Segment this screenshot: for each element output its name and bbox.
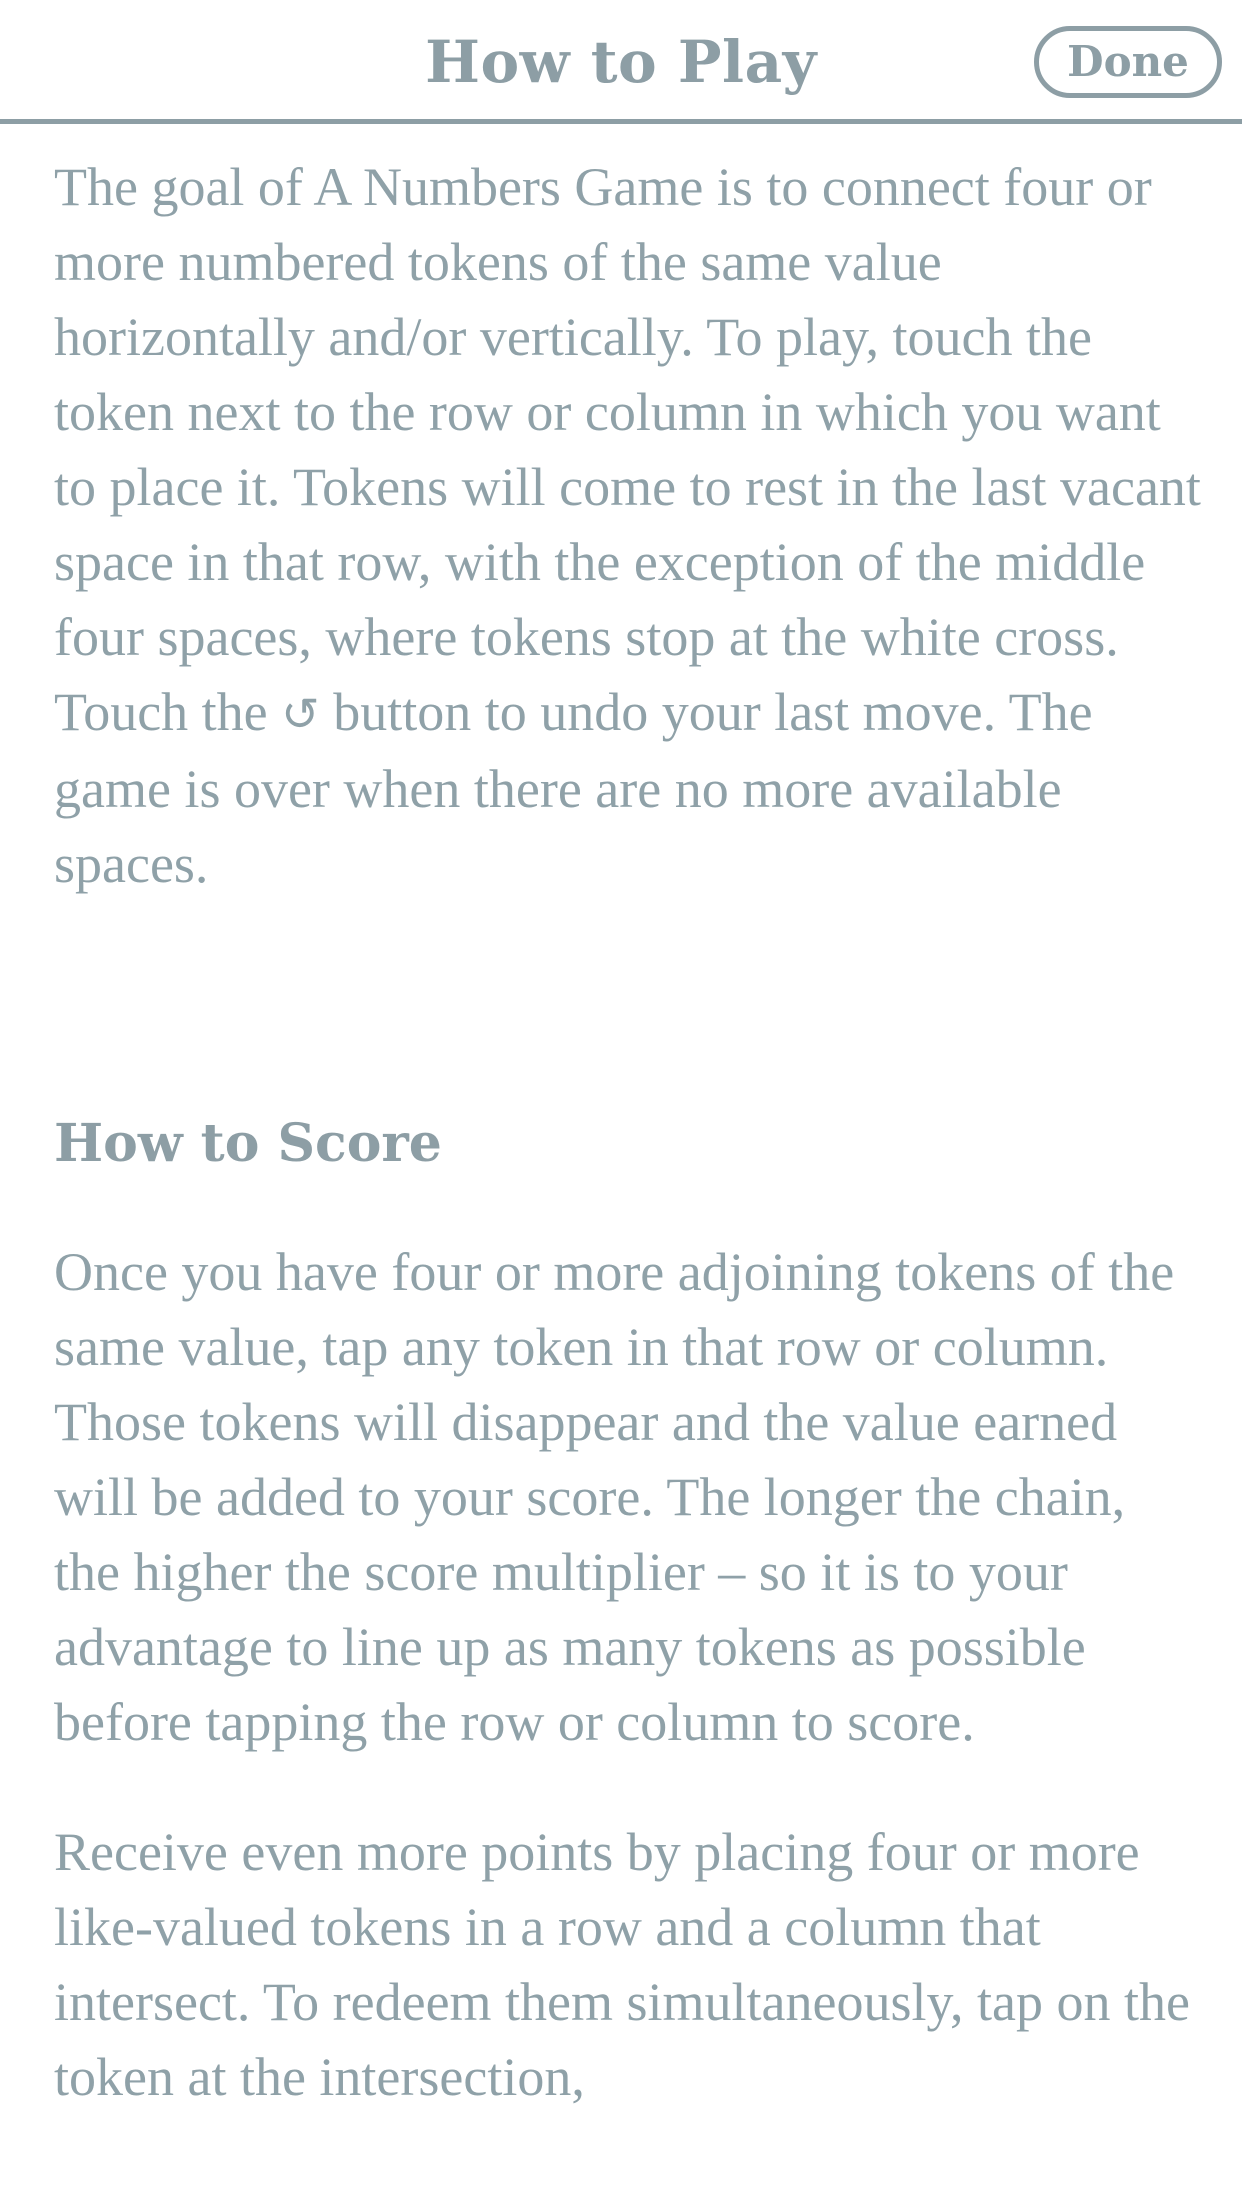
- undo-icon: ↺: [281, 687, 320, 741]
- how-to-score-paragraph-2: Receive even more points by placing four or more like-valued tokens in a row and a column that intersect. To redeem them simultaneously, tap on the token at the intersection,: [54, 1822, 1190, 2107]
- how-to-play-paragraph: [54, 150, 1204, 902]
- navigation-bar: [0, 0, 1242, 124]
- instructions-content[interactable]: [54, 150, 1204, 2115]
- page-title: How to Play: [425, 28, 817, 96]
- done-button[interactable]: Done: [1034, 26, 1222, 98]
- how-to-play-text-end: button to undo your last move. The game is over when there are no more available spaces.: [54, 682, 1093, 894]
- how-to-score-heading: How to Score: [54, 1113, 442, 1174]
- how-to-play-text-start: The goal of A Numbers Game is to connect four or more numbered tokens of the same value horizontally and/or vertically. To play, touch the token next to the row or column in which you want to place it. Tokens will come to rest in the last vacant space in that row, with the exception of the middle four spaces, where tokens stop at the white cross. Touch the: [54, 157, 1201, 742]
- how-to-score-paragraph-1: Once you have four or more adjoining tokens of the same value, tap any token in that row or column. Those tokens will disappear and the value earned will be added to your score. The longer the chain, the higher the score multiplier – so it is to your advantage to line up as many tokens as possible before tapping the row or column to score.: [54, 1242, 1175, 1752]
